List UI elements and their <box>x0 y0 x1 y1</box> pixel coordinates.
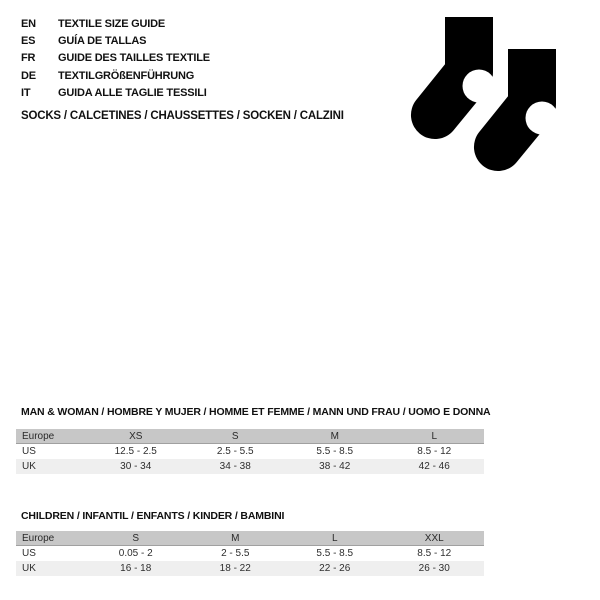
adult-table-header-row <box>16 429 484 444</box>
language-label: GUIDE DES TAILLES TEXTILE <box>58 52 210 65</box>
row-label: US <box>22 548 36 559</box>
header-cell-size: S <box>231 430 239 442</box>
header-cell-size: L <box>331 532 338 544</box>
size-cell: 42 - 46 <box>418 461 450 472</box>
socks-icon <box>405 16 565 178</box>
header-cell-size: M <box>330 430 339 442</box>
size-cell: 34 - 38 <box>219 461 251 472</box>
size-cell: 12.5 - 2.5 <box>114 446 157 457</box>
language-code: EN <box>21 17 36 30</box>
size-cell: 5.5 - 8.5 <box>316 446 354 457</box>
header-cell-size: M <box>231 532 240 544</box>
size-cell: 18 - 22 <box>219 563 251 574</box>
row-label: UK <box>22 563 36 574</box>
size-cell: 30 - 34 <box>120 461 152 472</box>
language-code: DE <box>21 69 36 82</box>
language-label: TEXTILE SIZE GUIDE <box>58 17 166 30</box>
row-label: US <box>22 446 36 457</box>
size-cell: 22 - 26 <box>319 563 351 574</box>
children-size-table <box>16 531 484 576</box>
adult-table-row-us <box>16 444 484 459</box>
adult-table-title: MAN & WOMAN / HOMBRE Y MUJER / HOMME ET FEMME / MANN UND FRAU / UOMO E DONNA <box>21 406 491 418</box>
size-cell: 26 - 30 <box>418 563 450 574</box>
size-cell: 8.5 - 12 <box>417 548 452 559</box>
size-cell: 2.5 - 5.5 <box>216 446 254 457</box>
children-table-title: CHILDREN / INFANTIL / ENFANTS / KINDER / BAMBINI <box>21 510 285 522</box>
language-row-en <box>21 15 210 32</box>
language-label: GUÍA DE TALLAS <box>58 35 147 48</box>
children-table-header-row <box>16 531 484 546</box>
language-code: ES <box>21 35 36 48</box>
language-list <box>21 15 210 102</box>
size-cell: 0.05 - 2 <box>118 548 153 559</box>
size-cell: 16 - 18 <box>120 563 152 574</box>
language-row-de <box>21 67 210 84</box>
row-label: UK <box>22 461 36 472</box>
size-cell: 5.5 - 8.5 <box>316 548 354 559</box>
header-cell-size: S <box>132 532 140 544</box>
header-cell-size: XS <box>129 430 143 442</box>
language-row-es <box>21 32 210 49</box>
adult-size-table <box>16 429 484 474</box>
size-cell: 8.5 - 12 <box>417 446 452 457</box>
category-title: SOCKS / CALCETINES / CHAUSSETTES / SOCKEN / CALZINI <box>21 110 344 122</box>
header-cell-region: Europe <box>22 532 55 544</box>
language-label: GUIDA ALLE TAGLIE TESSILI <box>58 87 207 100</box>
adult-table-row-uk <box>16 459 484 474</box>
header-cell-size: XXL <box>424 532 444 544</box>
language-row-it <box>21 85 210 102</box>
language-code: IT <box>21 87 31 100</box>
children-table-row-uk <box>16 561 484 576</box>
header-cell-size: L <box>431 430 438 442</box>
size-cell: 2 - 5.5 <box>221 548 250 559</box>
language-code: FR <box>21 52 36 65</box>
children-table-row-us <box>16 546 484 561</box>
language-row-fr <box>21 50 210 67</box>
language-label: TEXTILGRÖßENFÜHRUNG <box>58 69 195 82</box>
size-cell: 38 - 42 <box>319 461 351 472</box>
header-cell-region: Europe <box>22 430 55 442</box>
